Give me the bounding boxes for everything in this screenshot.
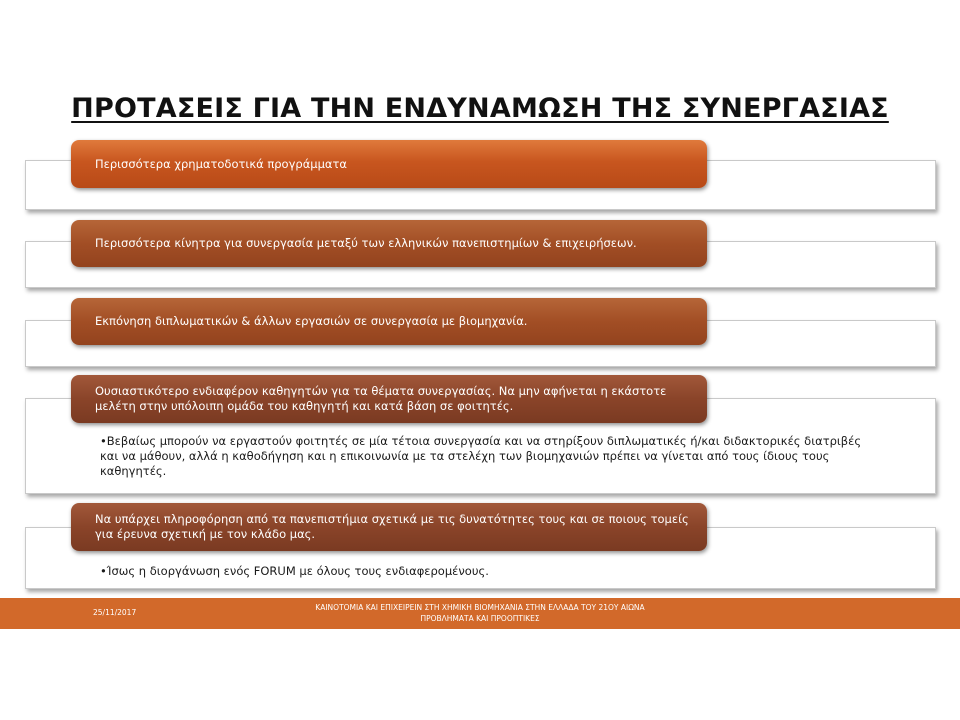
footer-bar <box>0 598 960 629</box>
list-item-heading <box>71 375 707 423</box>
list-item-heading-text: Να υπάρχει πληροφόρηση από τα πανεπιστήμια σχετικά με τις δυνατότητες τους και σε ποιους τομείς για έρευνα σχετική με τον κλάδο μας. <box>95 512 689 541</box>
footer-caption <box>250 602 710 624</box>
list-item-heading <box>71 503 707 551</box>
footer-caption-line2: ΠΡΟΒΛΗΜΑΤΑ ΚΑΙ ΠΡΟΟΠΤΙΚΕΣ <box>420 614 540 623</box>
list-item-heading-text: Ουσιαστικότερο ενδιαφέρον καθηγητών για τα θέματα συνεργασίας. Να μην αφήνεται η εκάστοτε μελέτη στην υπόλοιπη ομάδα του καθηγητή και κατά βάση σε φοιτητές. <box>95 384 667 413</box>
list-item-heading-text: Περισσότερα χρηματοδοτικά προγράμματα <box>95 156 347 171</box>
list-item-heading <box>71 298 707 345</box>
list-item-heading-text: Περισσότερα κίνητρα για συνεργασία μεταξύ των ελληνικών πανεπιστημίων & επιχειρήσεων. <box>95 236 637 250</box>
list-item-heading <box>71 140 707 188</box>
list-item-heading <box>71 220 707 267</box>
slide-title: ΠΡΟΤΑΣΕΙΣ ΓΙΑ ΤΗΝ ΕΝΔΥΝΑΜΩΣΗ ΤΗΣ ΣΥΝΕΡΓΑΣΙΑΣ <box>71 93 889 124</box>
footer-caption-line1: ΚΑΙΝΟΤΟΜΙΑ ΚΑΙ ΕΠΙΧΕΙΡΕΙΝ ΣΤΗ ΧΗΜΙΚΗ ΒΙΟΜΗΧΑΝΙΑ ΣΤΗΝ ΕΛΛΑΔΑ ΤΟΥ 21ΟΥ ΑΙΩΝΑ <box>315 603 645 612</box>
footer-date: 25/11/2017 <box>93 608 137 617</box>
list-item-heading-text: Εκπόνηση διπλωματικών & άλλων εργασιών σε συνεργασία με βιομηχανία. <box>95 314 528 328</box>
list-item-bullet: •Ίσως η διοργάνωση ενός FORUM με όλους τους ενδιαφερομένους. <box>100 564 489 578</box>
list-item-bullet: •Βεβαίως μπορούν να εργαστούν φοιτητές σε μία τέτοια συνεργασία και να στηρίξουν διπλωματικές ή/και διδακτορικές διατριβές και να μάθουν, αλλά η καθοδήγηση και η επικοινωνία με τα στελέχη των βιομηχανιών πρέπει να γίνεται από τους ίδιους τους καθηγητές. <box>100 434 862 478</box>
